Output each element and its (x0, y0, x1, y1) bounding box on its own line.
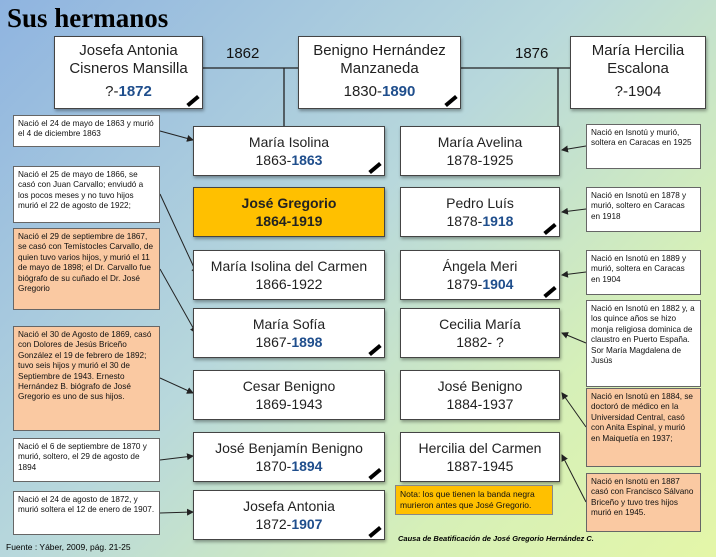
left-child-box (193, 370, 385, 420)
right-bio-note: Nació en Isnotú en 1889 y murió, soltera en Caracas en 1904 (586, 250, 701, 295)
right-child-box (400, 308, 560, 358)
child-name: Pedro Luís (446, 195, 514, 211)
child-years-start: 1869- (255, 396, 292, 412)
right-bio-note: Nació en Isnotú en 1884, se doctoró de médico en la Universidad Central, casó con Anita Espinal, y murió en Maiquetía en 1937; (586, 388, 701, 467)
stepmother-name-line2: Escalona (607, 60, 669, 77)
child-name: María Isolina (248, 134, 330, 150)
note-arrow (562, 209, 586, 212)
child-name: Ángela Meri (442, 258, 518, 274)
left-child-box (193, 126, 385, 176)
child-years-start: 1879- (446, 276, 483, 292)
child-name: Cesar Benigno (242, 378, 336, 394)
note-arrow (160, 378, 193, 393)
child-years-end: 1894 (291, 458, 323, 474)
mother-years-end: 1872 (118, 83, 152, 100)
left-bio-note: Nació el 24 de mayo de 1863 y murió el 4 de diciembre 1863 (13, 115, 160, 147)
legend-note: Nota: los que tienen la banda negra murieron antes que José Gregorio. (395, 485, 553, 515)
left-bio-note: Nació el 29 de septiembre de 1867, se casó con Temístocles Carvallo, de quien tuvo varios hijos, y murió el 11 de mayo de 1898; el Dr. Carvallo fue biógrafo de su cuñado el Dr. José Gregorio (13, 228, 160, 310)
child-name: José Gregorio (241, 195, 337, 211)
child-years-start: 1863- (255, 152, 292, 168)
note-arrow (160, 512, 193, 513)
mother-years-start: ?- (105, 83, 119, 100)
child-name: María Isolina del Carmen (210, 258, 368, 274)
father-years-start: 1830- (343, 83, 382, 100)
source-footer: Fuente : Yáber, 2009, pág. 21-25 (6, 542, 131, 552)
child-name: José Benigno (437, 378, 523, 394)
right-child-box (400, 432, 560, 482)
child-name: José Benjamín Benigno (215, 440, 363, 456)
child-years-end: 1925 (482, 152, 514, 168)
note-arrow (562, 393, 586, 427)
first-marriage-year: 1862 (226, 45, 260, 62)
note-arrow (160, 456, 193, 460)
child-years-end: 1904 (482, 276, 514, 292)
second-marriage-year: 1876 (515, 45, 549, 62)
child-years-start: 1878- (446, 213, 483, 229)
stepmother-years-end: 1904 (627, 83, 662, 100)
child-years-end: ? (495, 334, 504, 350)
child-years-start: 1870- (255, 458, 292, 474)
note-arrow (562, 146, 586, 150)
left-bio-note: Nació el 24 de agosto de 1872, y murió soltera el 12 de enero de 1907. (13, 491, 160, 535)
child-years-start: 1887- (446, 458, 483, 474)
left-child-box (193, 432, 385, 482)
child-name: María Avelina (437, 134, 523, 150)
child-years-end: 1943 (291, 396, 323, 412)
mother-name-line2: Cisneros Mansilla (69, 60, 188, 77)
left-child-box (193, 250, 385, 300)
child-name: Josefa Antonia (243, 498, 335, 514)
right-child-box (400, 126, 560, 176)
stepmother-years-start: ?- (614, 83, 628, 100)
left-child-box (193, 187, 385, 237)
note-arrow (160, 269, 196, 333)
left-child-box (193, 308, 385, 358)
right-child-box (400, 250, 560, 300)
caption: Causa de Beatificación de José Gregorio Hernández C. (398, 534, 594, 543)
right-bio-note: Nació en Isnotú en 1878 y murió, soltero en Caracas en 1918 (586, 187, 701, 232)
child-years-end: 1918 (482, 213, 514, 229)
left-child-box (193, 490, 385, 540)
child-years-start: 1884- (446, 396, 483, 412)
right-bio-note: Nació en Isnotú en 1887 casó con Francisco Sálvano Briceño y tuvo tres hijos murió en 1945. (586, 473, 701, 532)
mother-name-line1: Josefa Antonia (79, 42, 178, 59)
stepmother-name-line1: María Hercilia (591, 42, 685, 59)
note-arrow (160, 194, 197, 274)
father-years-end: 1890 (382, 83, 416, 100)
child-years-end: 1907 (291, 516, 323, 532)
child-years-start: 1866- (255, 276, 292, 292)
child-name: Cecilia María (439, 316, 521, 332)
note-arrow (562, 455, 586, 502)
child-years-start: 1878- (446, 152, 483, 168)
note-arrow (562, 333, 586, 343)
page-title: Sus hermanos (7, 3, 169, 33)
right-child-box (400, 370, 560, 420)
child-years-end: 1945 (482, 458, 514, 474)
stepmother-box (570, 36, 706, 109)
child-years-end: 1937 (482, 396, 514, 412)
right-bio-note: Nació en Isnotú y murió, soltera en Caracas en 1925 (586, 124, 701, 169)
left-bio-note: Nació el 30 de Agosto de 1869, casó con Dolores de Jesús Briceño González el 19 de febrero de 1892; tuvo seis hijos y murió el 30 de Septiembre de 1943. Ernesto Hernández B. biógrafo de José Gregorio es uno de sus hijos. (13, 326, 160, 431)
father-box (298, 36, 461, 109)
child-years-end: 1898 (291, 334, 323, 350)
left-bio-note: Nació el 6 de septiembre de 1870 y murió, soltero, el 29 de agosto de 1894 (13, 438, 160, 482)
child-years-end: 1922 (291, 276, 323, 292)
child-name: María Sofía (252, 316, 326, 332)
child-years-start: 1864- (255, 213, 292, 229)
child-name: Hercilia del Carmen (418, 440, 542, 456)
note-arrow (160, 131, 193, 140)
child-years-start: 1872- (255, 516, 292, 532)
left-bio-note: Nació el 25 de mayo de 1866, se casó con Juan Carvallo; enviudó a los pocos meses y no tuvo hijos murió el 22 de agosto de 1922; (13, 166, 160, 223)
child-years-start: 1867- (255, 334, 292, 350)
note-arrow (562, 272, 586, 275)
father-name-line2: Manzaneda (340, 60, 419, 77)
father-name-line1: Benigno Hernández (313, 42, 446, 59)
mother-box (54, 36, 203, 109)
child-years-end: 1863 (291, 152, 323, 168)
right-bio-note: Nació en Isnotú en 1882 y, a los quince años se hizo monja religiosa dominica de claustro en Puerto España. Sor María Magdalena de Jusús (586, 300, 701, 387)
right-child-box (400, 187, 560, 237)
child-years-start: 1882- (456, 334, 496, 350)
child-years-end: 1919 (291, 213, 323, 229)
